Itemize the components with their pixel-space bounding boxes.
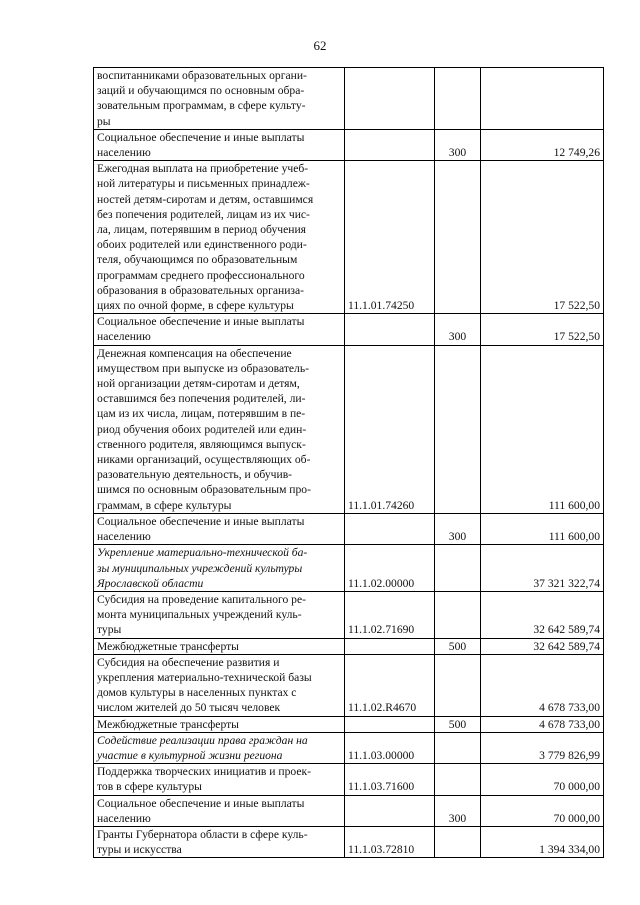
row-name-cell <box>94 732 345 763</box>
row-name-line: теля, обучающимся по образовательным <box>97 253 298 267</box>
row-name-cell <box>94 129 345 160</box>
row-name-line: цам из их числа, лицам, потерявшим в пе- <box>97 407 306 421</box>
row-name-line: Субсидия на обеспечение развития и <box>97 655 280 669</box>
row-name-cell <box>94 68 345 130</box>
row-name-line: Гранты Губернатора области в сфере куль- <box>97 827 308 841</box>
row-sum-cell: 4 678 733,00 <box>481 716 604 732</box>
row-name-line: монта муниципальных учреждений куль- <box>97 608 302 622</box>
budget-table <box>93 67 604 858</box>
row-code-cell: 11.1.02.71690 <box>345 591 435 638</box>
row-name-line: программам среднего профессионального <box>97 268 305 282</box>
table-row <box>94 795 604 826</box>
row-code-cell: 11.1.03.71600 <box>345 764 435 795</box>
table-row <box>94 513 604 544</box>
row-sum-cell: 32 642 589,74 <box>481 638 604 654</box>
row-name-line: зовательным программам, в сфере культу- <box>97 99 306 113</box>
row-code-cell <box>345 513 435 544</box>
row-name-line: тов в сфере культуры <box>97 780 202 794</box>
row-type-cell <box>435 161 481 314</box>
row-sum-cell <box>481 68 604 130</box>
row-name-line: Субсидия на проведение капитального ре- <box>97 592 306 606</box>
row-name-line: ностей детям-сиротам и детям, оставшимся <box>97 192 314 206</box>
row-type-cell <box>435 591 481 638</box>
row-name-line: имуществом при выпуске из образователь- <box>97 361 309 375</box>
row-sum-cell: 4 678 733,00 <box>481 654 604 716</box>
table-row <box>94 638 604 654</box>
row-code-cell <box>345 68 435 130</box>
row-code-cell: 11.1.03.72810 <box>345 826 435 857</box>
row-code-cell <box>345 129 435 160</box>
row-sum-cell: 3 779 826,99 <box>481 732 604 763</box>
row-type-cell <box>435 764 481 795</box>
row-code-cell <box>345 638 435 654</box>
row-code-cell <box>345 716 435 732</box>
row-name-line: ственного родителя, являющимся выпуск- <box>97 437 306 451</box>
row-name-line: Поддержка творческих инициатив и проек- <box>97 765 311 779</box>
row-name-line: туры и искусства <box>97 843 182 857</box>
row-type-cell: 500 <box>435 638 481 654</box>
table-row <box>94 654 604 716</box>
table-row <box>94 314 604 345</box>
row-code-cell <box>345 795 435 826</box>
row-code-cell: 11.1.01.74250 <box>345 161 435 314</box>
row-name-line: граммам, в сфере культуры <box>97 498 232 512</box>
row-name-cell <box>94 161 345 314</box>
row-code-cell: 11.1.02.R4670 <box>345 654 435 716</box>
row-type-cell: 300 <box>435 129 481 160</box>
row-type-cell <box>435 654 481 716</box>
row-name-line: Укрепление материально-технической ба- <box>97 546 308 560</box>
row-name-cell <box>94 591 345 638</box>
table-row <box>94 716 604 732</box>
row-name-line: Межбюджетные трансферты <box>97 717 239 731</box>
row-name-line: Ярославской области <box>97 576 204 590</box>
row-code-cell: 11.1.02.00000 <box>345 545 435 592</box>
row-name-line: Содействие реализации права граждан на <box>97 733 308 747</box>
row-name-line: Ежегодная выплата на приобретение учеб- <box>97 162 309 176</box>
row-name-line: Социальное обеспечение и иные выплаты <box>97 796 305 810</box>
row-name-cell <box>94 345 345 513</box>
budget-table-body <box>94 68 604 858</box>
table-row <box>94 161 604 314</box>
row-name-cell <box>94 826 345 857</box>
row-sum-cell: 70 000,00 <box>481 795 604 826</box>
row-type-cell <box>435 732 481 763</box>
row-name-line: шимся по основным образовательным про- <box>97 483 311 497</box>
row-name-cell <box>94 795 345 826</box>
table-row <box>94 826 604 857</box>
row-name-cell <box>94 716 345 732</box>
table-row <box>94 345 604 513</box>
row-code-cell <box>345 314 435 345</box>
table-row <box>94 764 604 795</box>
row-name-line: образования в образовательных организа- <box>97 283 305 297</box>
row-name-cell <box>94 314 345 345</box>
row-name-line: домов культуры в населенных пунктах с <box>97 686 297 700</box>
row-name-line: населению <box>97 811 151 825</box>
table-row <box>94 732 604 763</box>
row-name-cell <box>94 513 345 544</box>
row-name-line: укрепления материально-технической базы <box>97 670 312 684</box>
row-name-line: Межбюджетные трансферты <box>97 639 239 653</box>
row-code-cell: 11.1.03.00000 <box>345 732 435 763</box>
row-type-cell <box>435 545 481 592</box>
row-sum-cell: 12 749,26 <box>481 129 604 160</box>
table-row <box>94 591 604 638</box>
row-sum-cell: 17 522,50 <box>481 161 604 314</box>
row-name-line: зы муниципальных учреждений культуры <box>97 561 303 575</box>
row-sum-cell: 111 600,00 <box>481 345 604 513</box>
row-name-line: участие в культурной жизни региона <box>97 748 283 762</box>
table-row <box>94 129 604 160</box>
row-name-line: воспитанниками образовательных органи- <box>97 69 307 82</box>
page-number: 62 <box>313 38 327 53</box>
row-type-cell <box>435 68 481 130</box>
table-row <box>94 545 604 592</box>
row-type-cell: 300 <box>435 314 481 345</box>
row-sum-cell: 32 642 589,74 <box>481 591 604 638</box>
row-name-cell <box>94 545 345 592</box>
row-type-cell: 300 <box>435 795 481 826</box>
row-name-line: населению <box>97 530 151 544</box>
row-name-line: ла, лицам, потерявшим в период обучения <box>97 223 306 237</box>
row-name-line: Социальное обеспечение и иные выплаты <box>97 315 305 329</box>
row-type-cell: 500 <box>435 716 481 732</box>
row-name-line: ной литературы и письменных принадлеж- <box>97 177 310 191</box>
row-name-line: туры <box>97 623 122 637</box>
row-name-line: ной организации детям-сиротам и детям, <box>97 377 300 391</box>
row-sum-cell: 37 321 322,74 <box>481 545 604 592</box>
row-name-line: никами организаций, осуществляющих об- <box>97 453 311 467</box>
row-sum-cell: 17 522,50 <box>481 314 604 345</box>
row-name-line: обоих родителей или единственного роди- <box>97 238 307 252</box>
row-type-cell <box>435 826 481 857</box>
row-name-line: числом жителей до 50 тысяч человек <box>97 701 281 715</box>
row-name-line: без попечения родителей, лицам из их чис- <box>97 207 310 221</box>
table-row <box>94 68 604 130</box>
row-code-cell: 11.1.01.74260 <box>345 345 435 513</box>
row-sum-cell: 111 600,00 <box>481 513 604 544</box>
row-type-cell <box>435 345 481 513</box>
row-name-line: оставшимся без попечения родителей, ли- <box>97 392 306 406</box>
row-name-line: Социальное обеспечение и иные выплаты <box>97 514 305 528</box>
row-name-cell <box>94 638 345 654</box>
row-name-line: риод обучения обоих родителей или един- <box>97 422 307 436</box>
row-name-line: Социальное обеспечение и иные выплаты <box>97 130 305 144</box>
row-name-line: Денежная компенсация на обеспечение <box>97 346 292 360</box>
row-name-line: населению <box>97 330 151 344</box>
row-name-line: ры <box>97 114 111 128</box>
row-name-line: населению <box>97 146 151 160</box>
row-sum-cell: 70 000,00 <box>481 764 604 795</box>
row-name-line: циях по очной форме, в сфере культуры <box>97 299 294 313</box>
row-name-cell <box>94 654 345 716</box>
row-name-cell <box>94 764 345 795</box>
row-name-line: разовательную деятельность, и обучив- <box>97 468 293 482</box>
row-type-cell: 300 <box>435 513 481 544</box>
row-name-line: заций и обучающимся по основным обра- <box>97 84 305 98</box>
row-sum-cell: 1 394 334,00 <box>481 826 604 857</box>
